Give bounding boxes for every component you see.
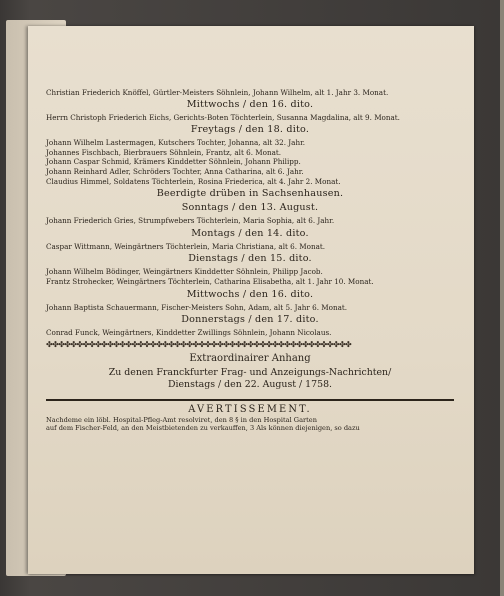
- burial-entry: Johannes Fischbach, Bierbrauers Söhnlein, Frantz, alt 6. Monat.: [46, 147, 282, 157]
- burial-entry: Johann Caspar Schmid, Krämers Kinddetter Söhnlein, Johann Philipp.: [46, 157, 301, 167]
- supplement-date: Dienstags / den 22. August / 1758.: [167, 378, 333, 390]
- divider-rule: [46, 399, 454, 401]
- burial-entry: Herrn Christoph Friederich Eichs, Gerichts-Boten Töchterlein, Susanna Magdalina, alt 9. Monat.: [46, 112, 400, 122]
- section-date: Montags / den 14. dito.: [191, 227, 309, 239]
- section-date: Mittwochs / den 16. dito.: [186, 98, 314, 110]
- burial-entry: Caspar Wittmann, Weingärtners Töchterlein, Maria Christiana, alt 6. Monat.: [46, 241, 326, 251]
- supplement-title: Extraordinairer Anhang: [189, 352, 311, 364]
- burial-entry: Conrad Funck, Weingärtners, Kinddetter Zwillings Söhnlein, Johann Nicolaus.: [46, 328, 332, 338]
- supplement-subtitle: Zu denen Franckfurter Frag- und Anzeigungs-Nachrichten/: [108, 366, 392, 378]
- burial-entry: Johann Wilhelm Bödinger, Weingärtners Kinddetter Söhnlein, Philipp Jacob.: [46, 267, 323, 277]
- burial-entry: Christian Friederich Knöffel, Gürtler-Meisters Söhnlein, Johann Wilhelm, alt 1. Jahr 3. Monat.: [46, 88, 389, 97]
- burial-entry: Johann Wilhelm Lastermagen, Kutschers Tochter, Johanna, alt 32. Jahr.: [46, 138, 306, 148]
- section-date: Freytags / den 18. dito.: [190, 124, 310, 136]
- burial-entry: Frantz Strohecker, Weingärtners Töchterlein, Catharina Elisabetha, alt 1. Jahr 10. Monat.: [46, 276, 374, 286]
- burial-entry: Johann Baptista Schauermann, Fischer-Meisters Sohn, Adam, alt 5. Jahr 6. Monat.: [46, 302, 348, 312]
- burial-entry: Johann Reinhard Adler, Schröders Tochter, Anna Catharina, alt 6. Jahr.: [46, 166, 304, 176]
- burial-entry: Johann Friederich Gries, Strumpfwebers Töchterlein, Maria Sophia, alt 6. Jahr.: [46, 216, 335, 226]
- section-monday-14: [46, 228, 454, 252]
- section-date: Sonntags / den 13. August.: [181, 202, 319, 214]
- section-wednesday-16: [46, 99, 454, 123]
- page-content: [46, 88, 454, 432]
- scanner-edge: [500, 0, 504, 596]
- section-sunday-13: [46, 202, 454, 226]
- section-heading-sachsenhausen: Beerdigte drüben in Sachsenhausen.: [156, 188, 344, 200]
- avertissement-heading: AVERTISSEMENT.: [188, 403, 312, 415]
- section-tuesday-15: [46, 253, 454, 286]
- avertissement-text: Nachdeme ein löbl. Hospital-Pfleg-Amt resolviret, den 8 § in den Hospital Garten: [46, 415, 317, 424]
- section-date: Dienstags / den 15. dito.: [188, 253, 312, 265]
- burial-entry: Claudius Himmel, Soldatens Töchterlein, Rosina Friederica, alt 4. Jahr 2. Monat.: [46, 176, 341, 186]
- ornament-border: ✤✤✤✤✤✤✤✤✤✤✤✤✤✤✤✤✤✤✤✤✤✤✤✤✤✤✤✤✤✤✤✤✤✤✤✤✤✤✤✤✤✤✤✤✤✤✤✤✤✤: [46, 339, 352, 349]
- section-friday-18: [46, 124, 454, 186]
- section-date: Donnerstags / den 17. dito.: [181, 314, 319, 326]
- avertissement-text: auf dem Fischer-Feld, an den Meistbietenden zu verkauffen, 3 Als können diejenigen, so dazu: [46, 423, 360, 432]
- section-date: Mittwochs / den 16. dito.: [186, 288, 314, 300]
- section-wednesday-16b: [46, 289, 454, 313]
- section-thursday-17: [46, 314, 454, 338]
